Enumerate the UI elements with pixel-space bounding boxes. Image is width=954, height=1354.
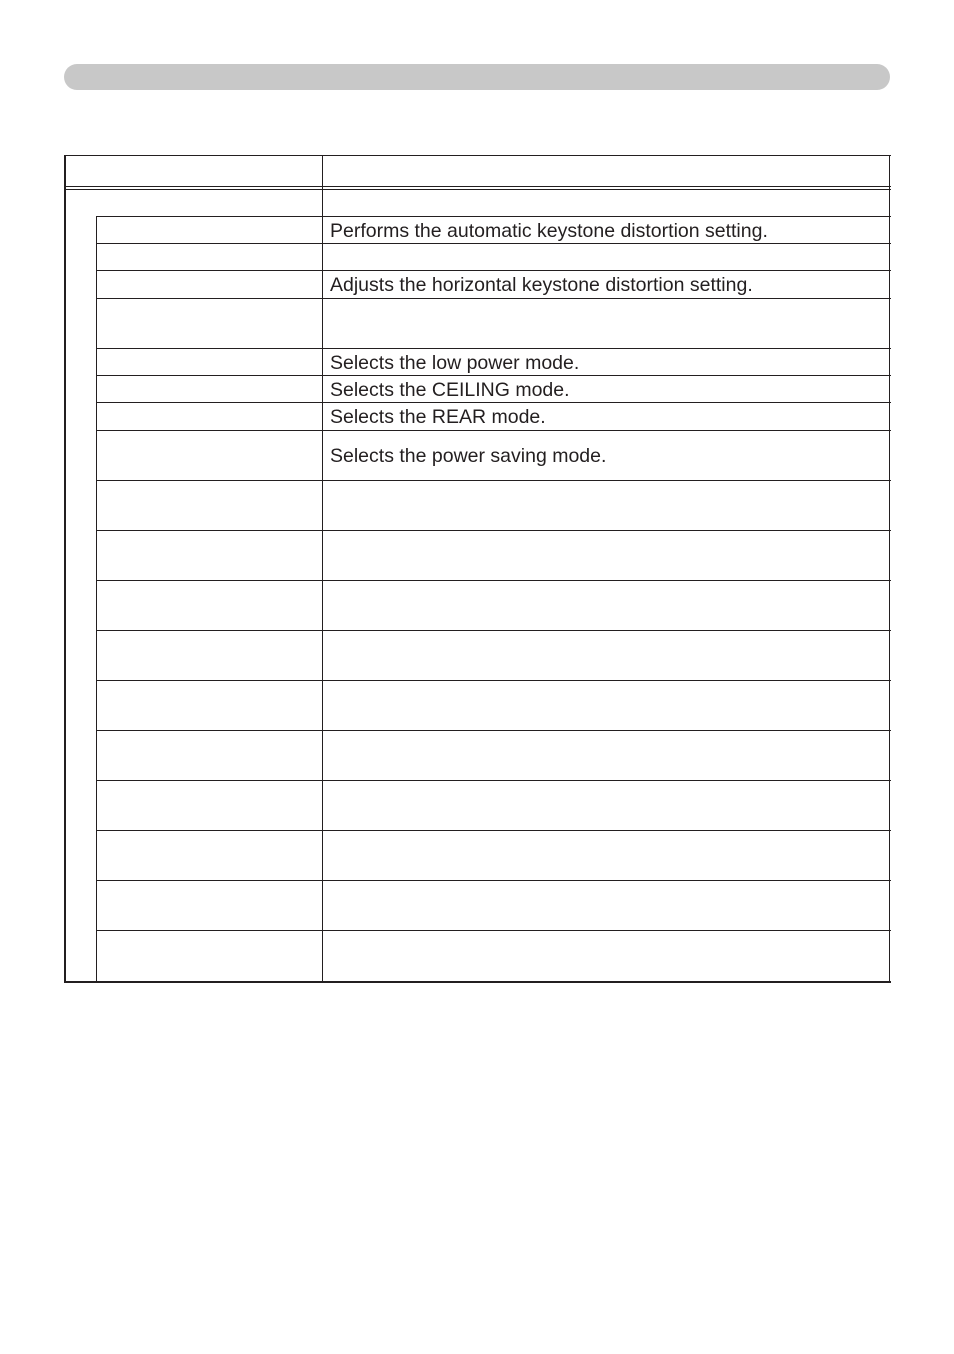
row-divider (96, 630, 891, 631)
section-header-bar (64, 64, 890, 90)
row-divider (96, 780, 891, 781)
row-divider (96, 880, 891, 881)
table-border-top (64, 155, 891, 156)
header-divider-1 (64, 186, 891, 187)
subgroup-indent-line (96, 216, 97, 983)
row-divider (96, 730, 891, 731)
row-divider (96, 430, 891, 431)
row-divider (96, 530, 891, 531)
table-border-left (64, 155, 66, 983)
table-border-bottom (64, 981, 891, 983)
row-divider (96, 243, 891, 244)
table-border-right (889, 155, 890, 983)
row-divider (96, 580, 891, 581)
row-description-cell: Adjusts the horizontal keystone distortion setting. (330, 274, 753, 296)
row-description-cell: Selects the REAR mode. (330, 406, 546, 428)
row-description-cell: Selects the CEILING mode. (330, 379, 570, 401)
row-divider (96, 680, 891, 681)
row-divider (96, 348, 891, 349)
row-divider (96, 270, 891, 271)
row-description-cell: Performs the automatic keystone distortion setting. (330, 220, 768, 242)
column-divider (322, 155, 323, 983)
row-description-cell: Selects the power saving mode. (330, 445, 607, 467)
row-description-cell: Selects the low power mode. (330, 352, 580, 374)
header-divider-2 (64, 189, 891, 190)
row-divider (96, 216, 891, 217)
row-divider (96, 402, 891, 403)
command-table (64, 155, 891, 983)
row-divider (96, 930, 891, 931)
row-divider (96, 480, 891, 481)
row-divider (96, 298, 891, 299)
row-divider (96, 830, 891, 831)
row-divider (96, 375, 891, 376)
